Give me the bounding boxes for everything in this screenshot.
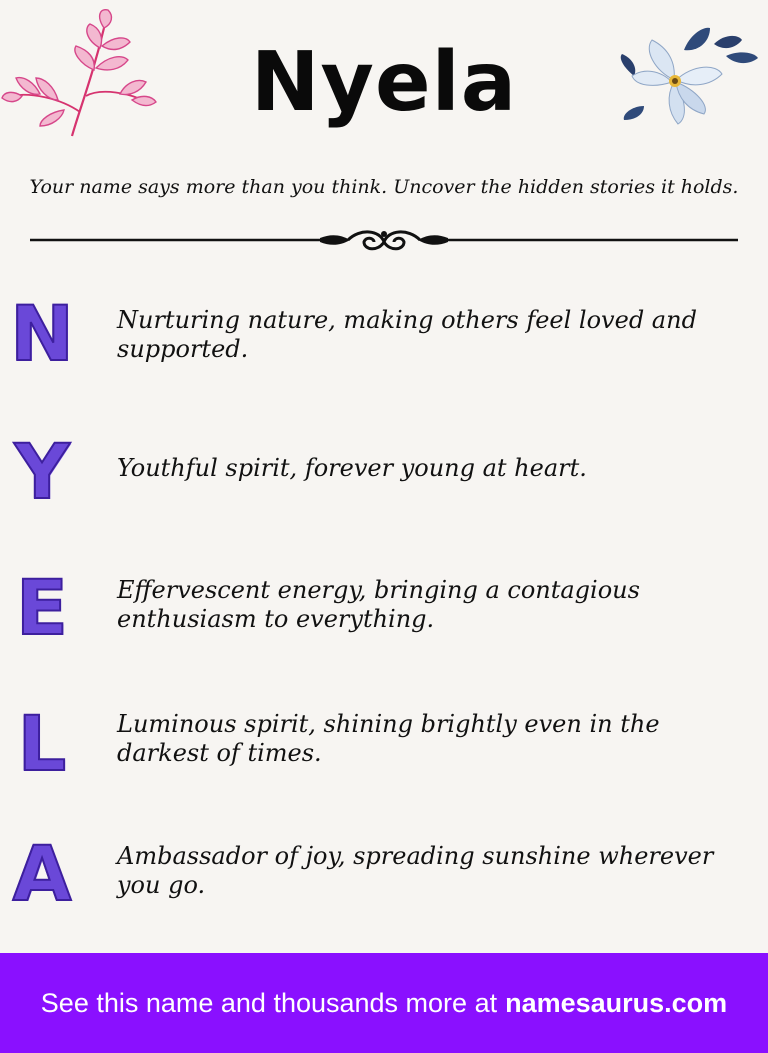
footer-site-link[interactable]: namesaurus.com xyxy=(505,987,728,1018)
initial-letter: E xyxy=(16,563,68,652)
ornamental-divider-icon xyxy=(30,224,738,256)
tagline: Your name says more than you think. Uncover the hidden stories it holds. xyxy=(29,176,739,198)
list-item xyxy=(0,562,768,662)
list-item xyxy=(0,828,768,928)
list-item xyxy=(0,290,768,390)
footer-lead-text: See this name and thousands more at xyxy=(40,987,498,1018)
letter-description: Youthful spirit, forever young at heart. xyxy=(117,454,587,482)
name-title: Nyela xyxy=(250,35,518,130)
letter-description: Effervescent energy, bringing a contagious enthusiasm to everything. xyxy=(117,576,640,633)
list-item xyxy=(0,428,768,528)
initial-letter: N xyxy=(10,289,74,378)
initial-letter: L xyxy=(17,699,67,788)
list-item xyxy=(0,698,768,798)
initial-letter: Y xyxy=(14,427,70,516)
initial-letter: A xyxy=(12,829,72,918)
letter-description: Luminous spirit, shining brightly even in the darkest of times. xyxy=(117,710,660,767)
letter-description: Nurturing nature, making others feel loved and supported. xyxy=(117,306,697,363)
footer-banner[interactable] xyxy=(0,953,768,1053)
letter-description: Ambassador of joy, spreading sunshine wherever you go. xyxy=(117,842,714,899)
